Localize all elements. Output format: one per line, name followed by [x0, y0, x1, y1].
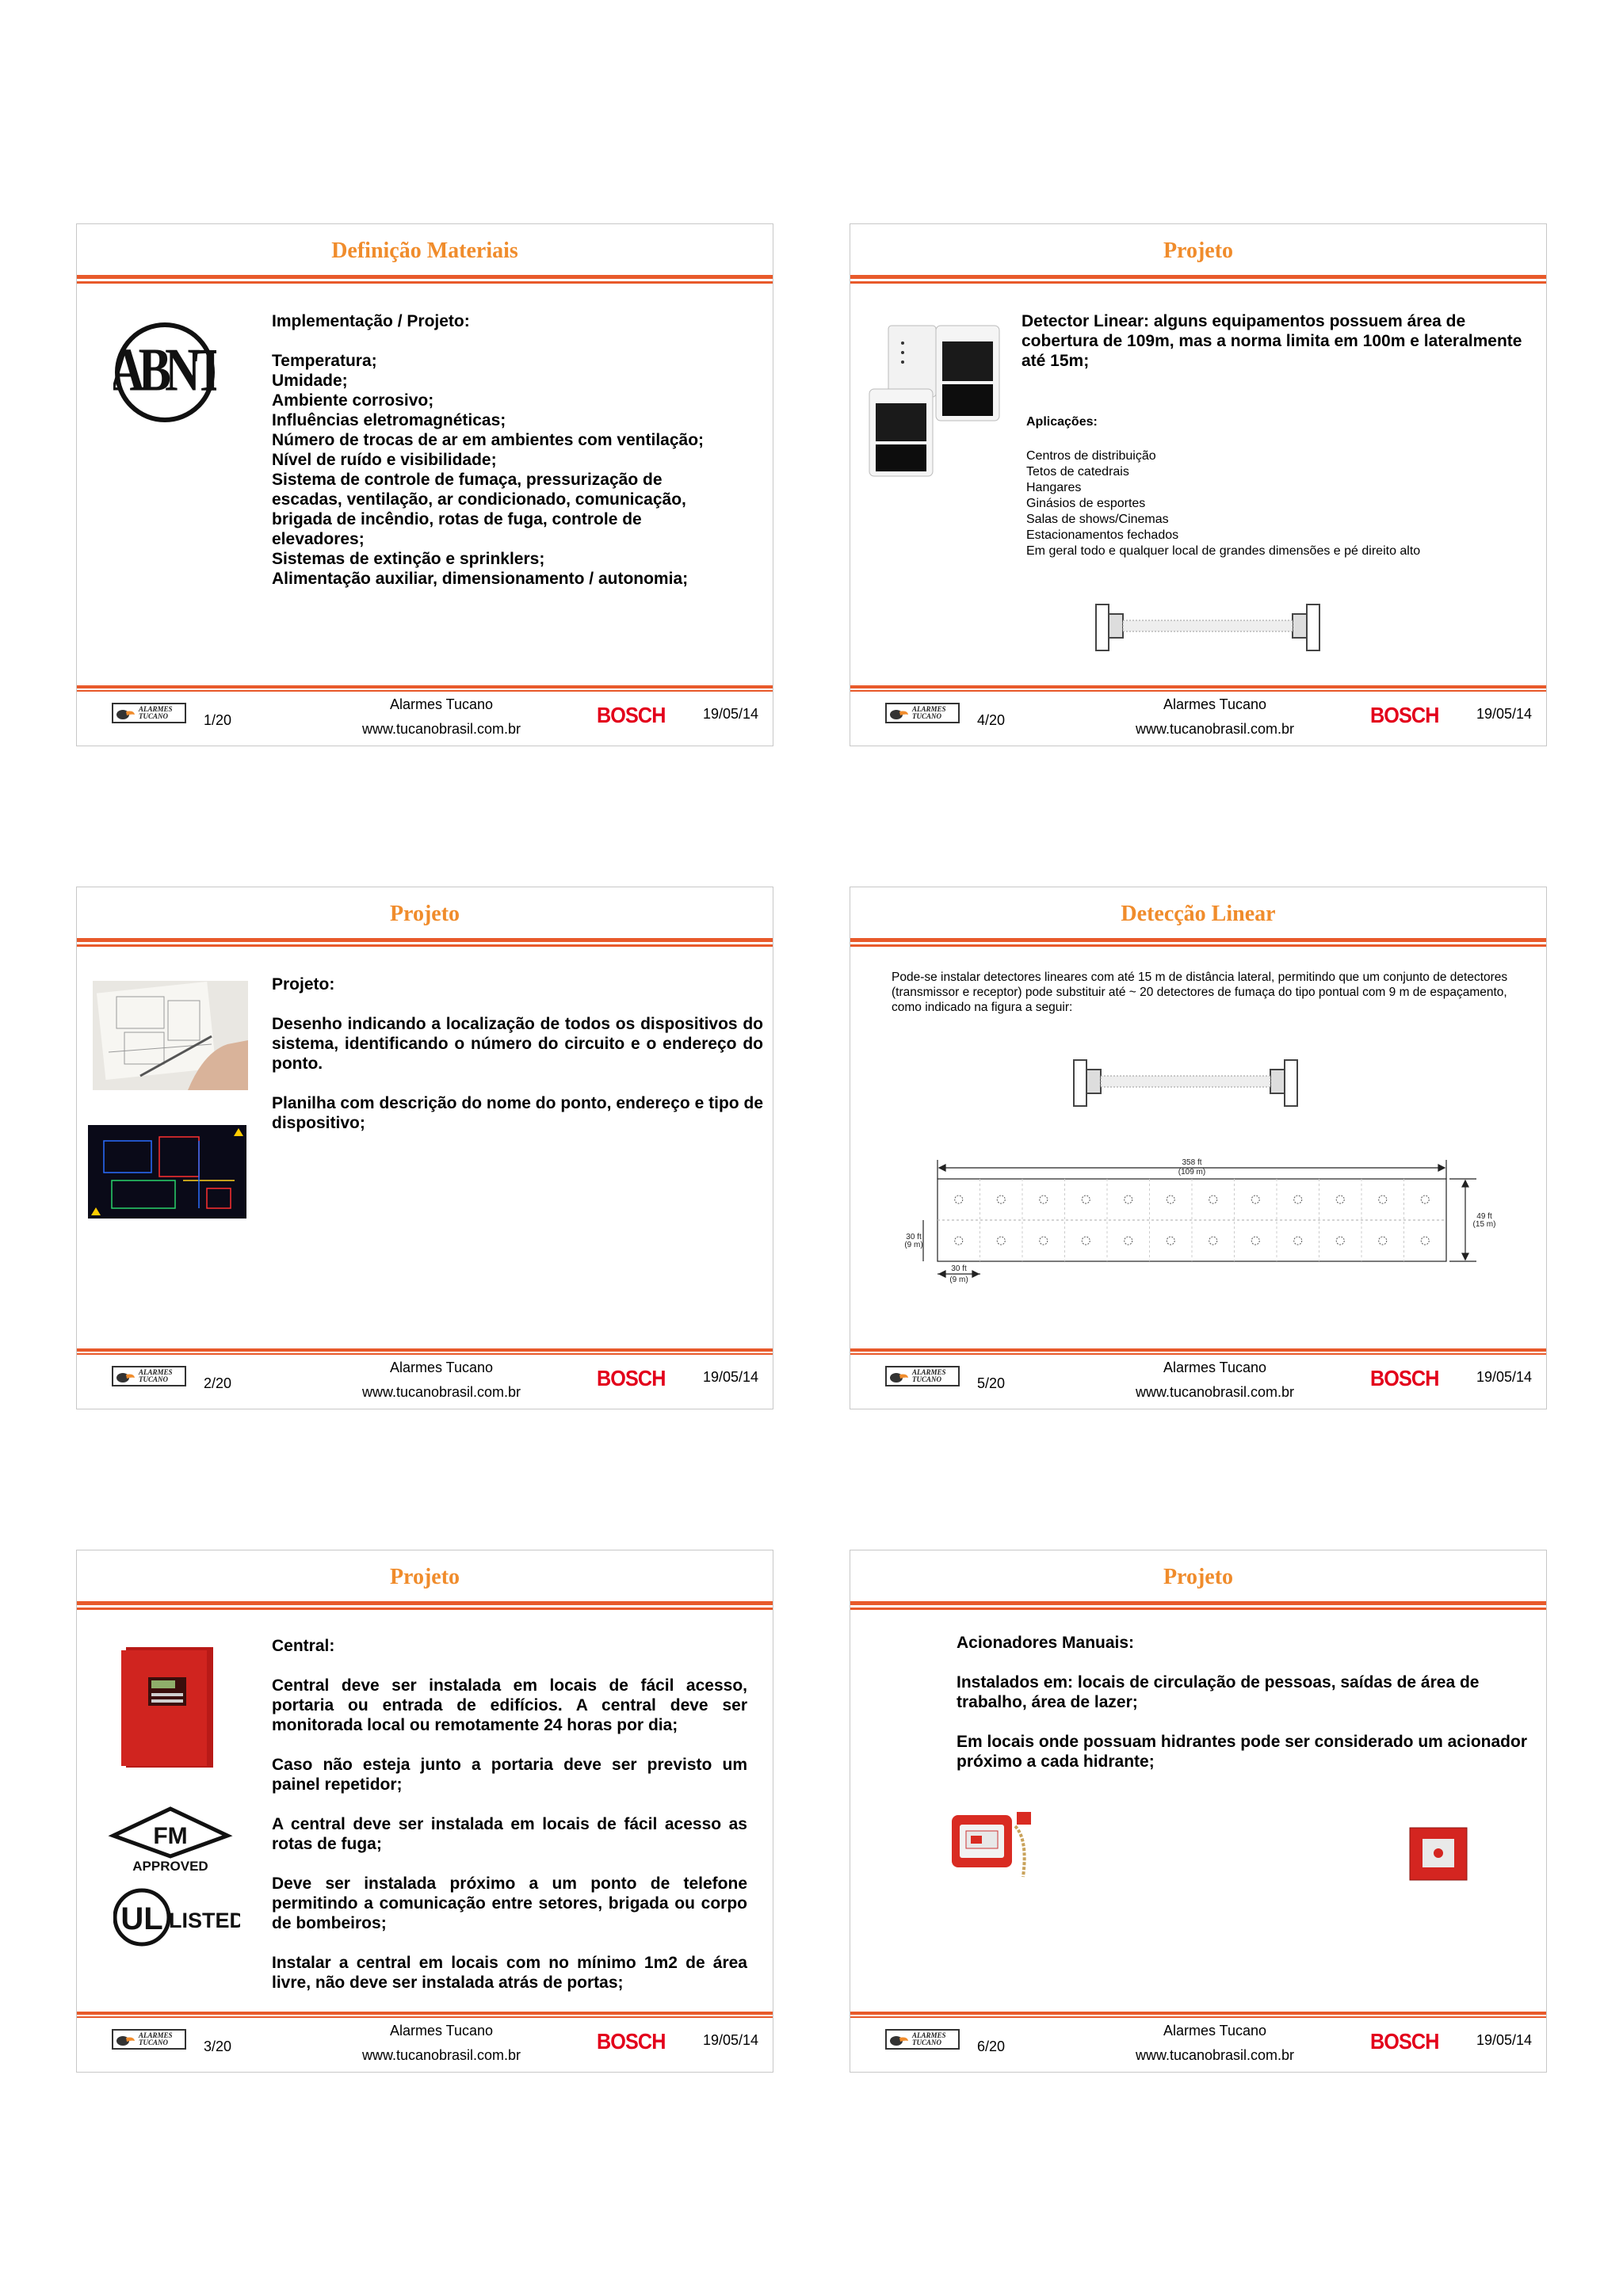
- application-item: Em geral todo e qualquer local de grandes dimensões e pé direito alto: [1026, 544, 1421, 558]
- slide-title: Detecção Linear: [1121, 902, 1276, 926]
- date: 19/05/14: [1476, 706, 1533, 722]
- heading: Projeto:: [272, 975, 335, 994]
- dim-left-ft: 30 ft: [906, 1233, 922, 1241]
- text-line: Número de trocas de ar em ambientes com ventilação;: [272, 431, 705, 449]
- spot-detector: [1125, 1237, 1132, 1245]
- date: 19/05/14: [703, 1369, 759, 1385]
- text-line: Implementação / Projeto:: [272, 312, 470, 330]
- application-item: Tetos de catedrais: [1026, 465, 1129, 479]
- ul-listed-logo: [113, 1883, 240, 1951]
- spot-detector: [1421, 1237, 1429, 1245]
- website: www.tucanobrasil.com.br: [361, 2047, 521, 2063]
- paragraph: Caso não esteja junto a portaria deve ser previsto um painel repetidor;: [272, 1756, 747, 1794]
- spot-detector: [1209, 1196, 1217, 1203]
- date: 19/05/14: [1476, 1369, 1533, 1385]
- company-name: Alarmes Tucano: [1163, 1360, 1267, 1375]
- slide-title: Definição Materiais: [331, 238, 518, 263]
- application-item: Hangares: [1026, 481, 1082, 494]
- page-number: 1/20: [204, 712, 232, 728]
- dim-right-ft: 49 ft: [1476, 1212, 1492, 1221]
- bottom-rule: [850, 685, 1546, 693]
- coverage-diagram: [898, 1155, 1516, 1283]
- date: 19/05/14: [703, 2032, 759, 2048]
- dim-right-m: (15 m): [1472, 1220, 1496, 1229]
- bosch-logo: BOSCH: [597, 2029, 666, 2054]
- text-line: brigada de incêndio, rotas de fuga, controle de: [272, 510, 642, 528]
- slide-2-text: [272, 974, 763, 1133]
- spot-detector: [1167, 1196, 1174, 1203]
- text-line: Ambiente corrosivo;: [272, 391, 434, 410]
- spot-detector: [997, 1237, 1005, 1245]
- svg-text:FM: FM: [153, 1823, 188, 1849]
- slide-title: Projeto: [1163, 1565, 1234, 1589]
- slide-5-text: Pode-se instalar detectores lineares com até 15 m de distância lateral, permitindo que um conjunto de detectores (transmissor e receptor) pode substituir até ~ 20 detectores de fumaça do tipo pontual com 9 m de espaçamento, como indicado na figura a seguir:: [892, 971, 1508, 1014]
- paragraph: Deve ser instalada próximo a um ponto de telefone permitindo a comunicação entre setores, brigada ou corpo de bombeiros;: [272, 1875, 747, 1932]
- page-number: 6/20: [977, 2039, 1006, 2054]
- applications-heading: Aplicações:: [1026, 415, 1098, 429]
- slide-title: Projeto: [389, 902, 460, 926]
- bottom-rule: [77, 1348, 773, 1356]
- dim-bottom-m: (9 m): [949, 1276, 968, 1283]
- spot-detector: [1125, 1196, 1132, 1203]
- text-line: Umidade;: [272, 372, 348, 390]
- spot-detector: [1336, 1196, 1344, 1203]
- bottom-rule: [77, 2012, 773, 2019]
- website: www.tucanobrasil.com.br: [1135, 2047, 1295, 2063]
- svg-text:ABNT: ABNT: [113, 336, 216, 405]
- page-number: 3/20: [204, 2039, 232, 2054]
- heading: Central:: [272, 1637, 335, 1655]
- website: www.tucanobrasil.com.br: [1135, 721, 1295, 737]
- text-line: Sistemas de extinção e sprinklers;: [272, 550, 545, 568]
- date: 19/05/14: [703, 706, 759, 722]
- top-rule: [850, 938, 1546, 949]
- spot-detector: [1336, 1237, 1344, 1245]
- slide-3-text: [272, 1636, 747, 1993]
- spot-detector: [1379, 1196, 1387, 1203]
- tucano-logo: ALARMES TUCANO: [885, 1366, 960, 1386]
- spot-detector: [1294, 1237, 1302, 1245]
- dim-top-ft: 358 ft: [1182, 1158, 1202, 1167]
- tucano-logo: ALARMES TUCANO: [885, 2029, 960, 2050]
- paragraph: Instalados em: locais de circulação de pessoas, saídas de área de trabalho, área de lazer;: [957, 1673, 1480, 1711]
- spot-detector: [955, 1237, 963, 1245]
- top-rule: [77, 938, 773, 949]
- company-name: Alarmes Tucano: [1163, 696, 1267, 712]
- bottom-rule: [850, 2012, 1546, 2019]
- application-item: Ginásios de esportes: [1026, 497, 1146, 510]
- slide-title: Projeto: [1163, 238, 1234, 263]
- fm-approved-logo: [107, 1806, 234, 1872]
- top-rule: [850, 1601, 1546, 1612]
- linear-detector-image: [863, 319, 1006, 478]
- slide-2: [76, 887, 773, 1409]
- application-item: Estacionamentos fechados: [1026, 528, 1179, 542]
- applications-list: [1026, 414, 1533, 559]
- spot-detector: [1082, 1196, 1090, 1203]
- spot-detector: [1209, 1237, 1217, 1245]
- spot-detector: [1251, 1196, 1259, 1203]
- company-name: Alarmes Tucano: [389, 696, 494, 712]
- bottom-rule: [850, 1348, 1546, 1356]
- paragraph: Central deve ser instalada em locais de fácil acesso, portaria ou entrada de edifícios. A central deve ser monitorada local ou remotamente 24 horas por dia;: [272, 1676, 747, 1734]
- bosch-logo: BOSCH: [1370, 2029, 1439, 2054]
- dim-bottom-ft: 30 ft: [951, 1264, 967, 1273]
- spot-detector: [1040, 1196, 1048, 1203]
- text-line: Alimentação auxiliar, dimensionamento / autonomia;: [272, 570, 689, 588]
- cad-drawing-image: [88, 1125, 246, 1219]
- beam-diagram: [1071, 1055, 1300, 1111]
- spot-detector: [1379, 1237, 1387, 1245]
- slide-3: [76, 1550, 773, 2073]
- svg-text:UL: UL: [120, 1901, 163, 1936]
- heading: Acionadores Manuais:: [957, 1634, 1135, 1652]
- page-number: 2/20: [204, 1375, 232, 1391]
- text-line: Temperatura;: [272, 352, 377, 370]
- application-item: Salas de shows/Cinemas: [1026, 513, 1169, 526]
- dim-left-m: (9 m): [904, 1241, 923, 1249]
- spot-detector: [955, 1196, 963, 1203]
- svg-text:LISTED: LISTED: [168, 1909, 240, 1932]
- tucano-logo: ALARMES TUCANO: [885, 703, 960, 723]
- tucano-logo: ALARMES TUCANO: [112, 703, 186, 723]
- slide-4: [850, 223, 1547, 746]
- spot-detector: [1294, 1196, 1302, 1203]
- website: www.tucanobrasil.com.br: [361, 721, 521, 737]
- manual-call-point-2-image: [1408, 1826, 1468, 1882]
- slide-5: [850, 887, 1547, 1409]
- beam-diagram: [1093, 600, 1323, 655]
- manual-call-point-image: [949, 1807, 1044, 1878]
- paragraph: Em locais onde possuam hidrantes pode ser considerado um acionador próximo a cada hidrante;: [957, 1733, 1528, 1771]
- bosch-logo: BOSCH: [597, 1366, 666, 1390]
- tucano-logo: ALARMES TUCANO: [112, 2029, 186, 2050]
- svg-text:APPROVED: APPROVED: [132, 1859, 208, 1872]
- bosch-logo: BOSCH: [1370, 703, 1439, 727]
- paragraph: A central deve ser instalada em locais de fácil acesso as rotas de fuga;: [272, 1815, 747, 1853]
- slide-1-text: [272, 311, 763, 589]
- slide-6: [850, 1550, 1547, 2073]
- spot-detector: [1040, 1237, 1048, 1245]
- slide-1: [76, 223, 773, 746]
- slide-6-text: [957, 1633, 1527, 1772]
- company-name: Alarmes Tucano: [389, 1360, 494, 1375]
- abnt-logo: [113, 321, 216, 424]
- spot-detector: [1421, 1196, 1429, 1203]
- top-rule: [77, 1601, 773, 1612]
- text-line: Sistema de controle de fumaça, pressurização de: [272, 471, 663, 489]
- bottom-rule: [77, 685, 773, 693]
- tucano-logo: ALARMES TUCANO: [112, 1366, 186, 1386]
- page-number: 4/20: [977, 712, 1006, 728]
- website: www.tucanobrasil.com.br: [361, 1384, 521, 1400]
- page-number: 5/20: [977, 1375, 1006, 1391]
- spot-detector: [997, 1196, 1005, 1203]
- text-line: Nível de ruído e visibilidade;: [272, 451, 497, 469]
- top-rule: [850, 275, 1546, 286]
- bosch-logo: BOSCH: [1370, 1366, 1439, 1390]
- bosch-logo: BOSCH: [597, 703, 666, 727]
- dim-top-m: (109 m): [1178, 1168, 1206, 1177]
- application-item: Centros de distribuição: [1026, 449, 1156, 463]
- paragraph: Instalar a central em locais com no mínimo 1m2 de área livre, não deve ser instalada atrás de portas;: [272, 1954, 747, 1992]
- slide-title: Projeto: [389, 1565, 460, 1589]
- company-name: Alarmes Tucano: [1163, 2023, 1267, 2039]
- spot-detector: [1167, 1237, 1174, 1245]
- paragraph: Planilha com descrição do nome do ponto, endereço e tipo de dispositivo;: [272, 1094, 763, 1132]
- slide-4-lead: Detector Linear: alguns equipamentos possuem área de cobertura de 109m, mas a norma limita em 100m e lateralmente até 15m;: [1022, 312, 1522, 370]
- website: www.tucanobrasil.com.br: [1135, 1384, 1295, 1400]
- fire-panel-image: [120, 1646, 215, 1769]
- spot-detector: [1082, 1237, 1090, 1245]
- date: 19/05/14: [1476, 2032, 1533, 2048]
- spot-detector: [1251, 1237, 1259, 1245]
- blueprint-photo: [93, 981, 248, 1090]
- text-line: elevadores;: [272, 530, 365, 548]
- paragraph: Desenho indicando a localização de todos os dispositivos do sistema, identificando o número do circuito e o endereço do ponto.: [272, 1015, 763, 1073]
- company-name: Alarmes Tucano: [389, 2023, 494, 2039]
- top-rule: [77, 275, 773, 286]
- text-line: escadas, ventilação, ar condicionado, comunicação,: [272, 490, 686, 509]
- text-line: Influências eletromagnéticas;: [272, 411, 506, 429]
